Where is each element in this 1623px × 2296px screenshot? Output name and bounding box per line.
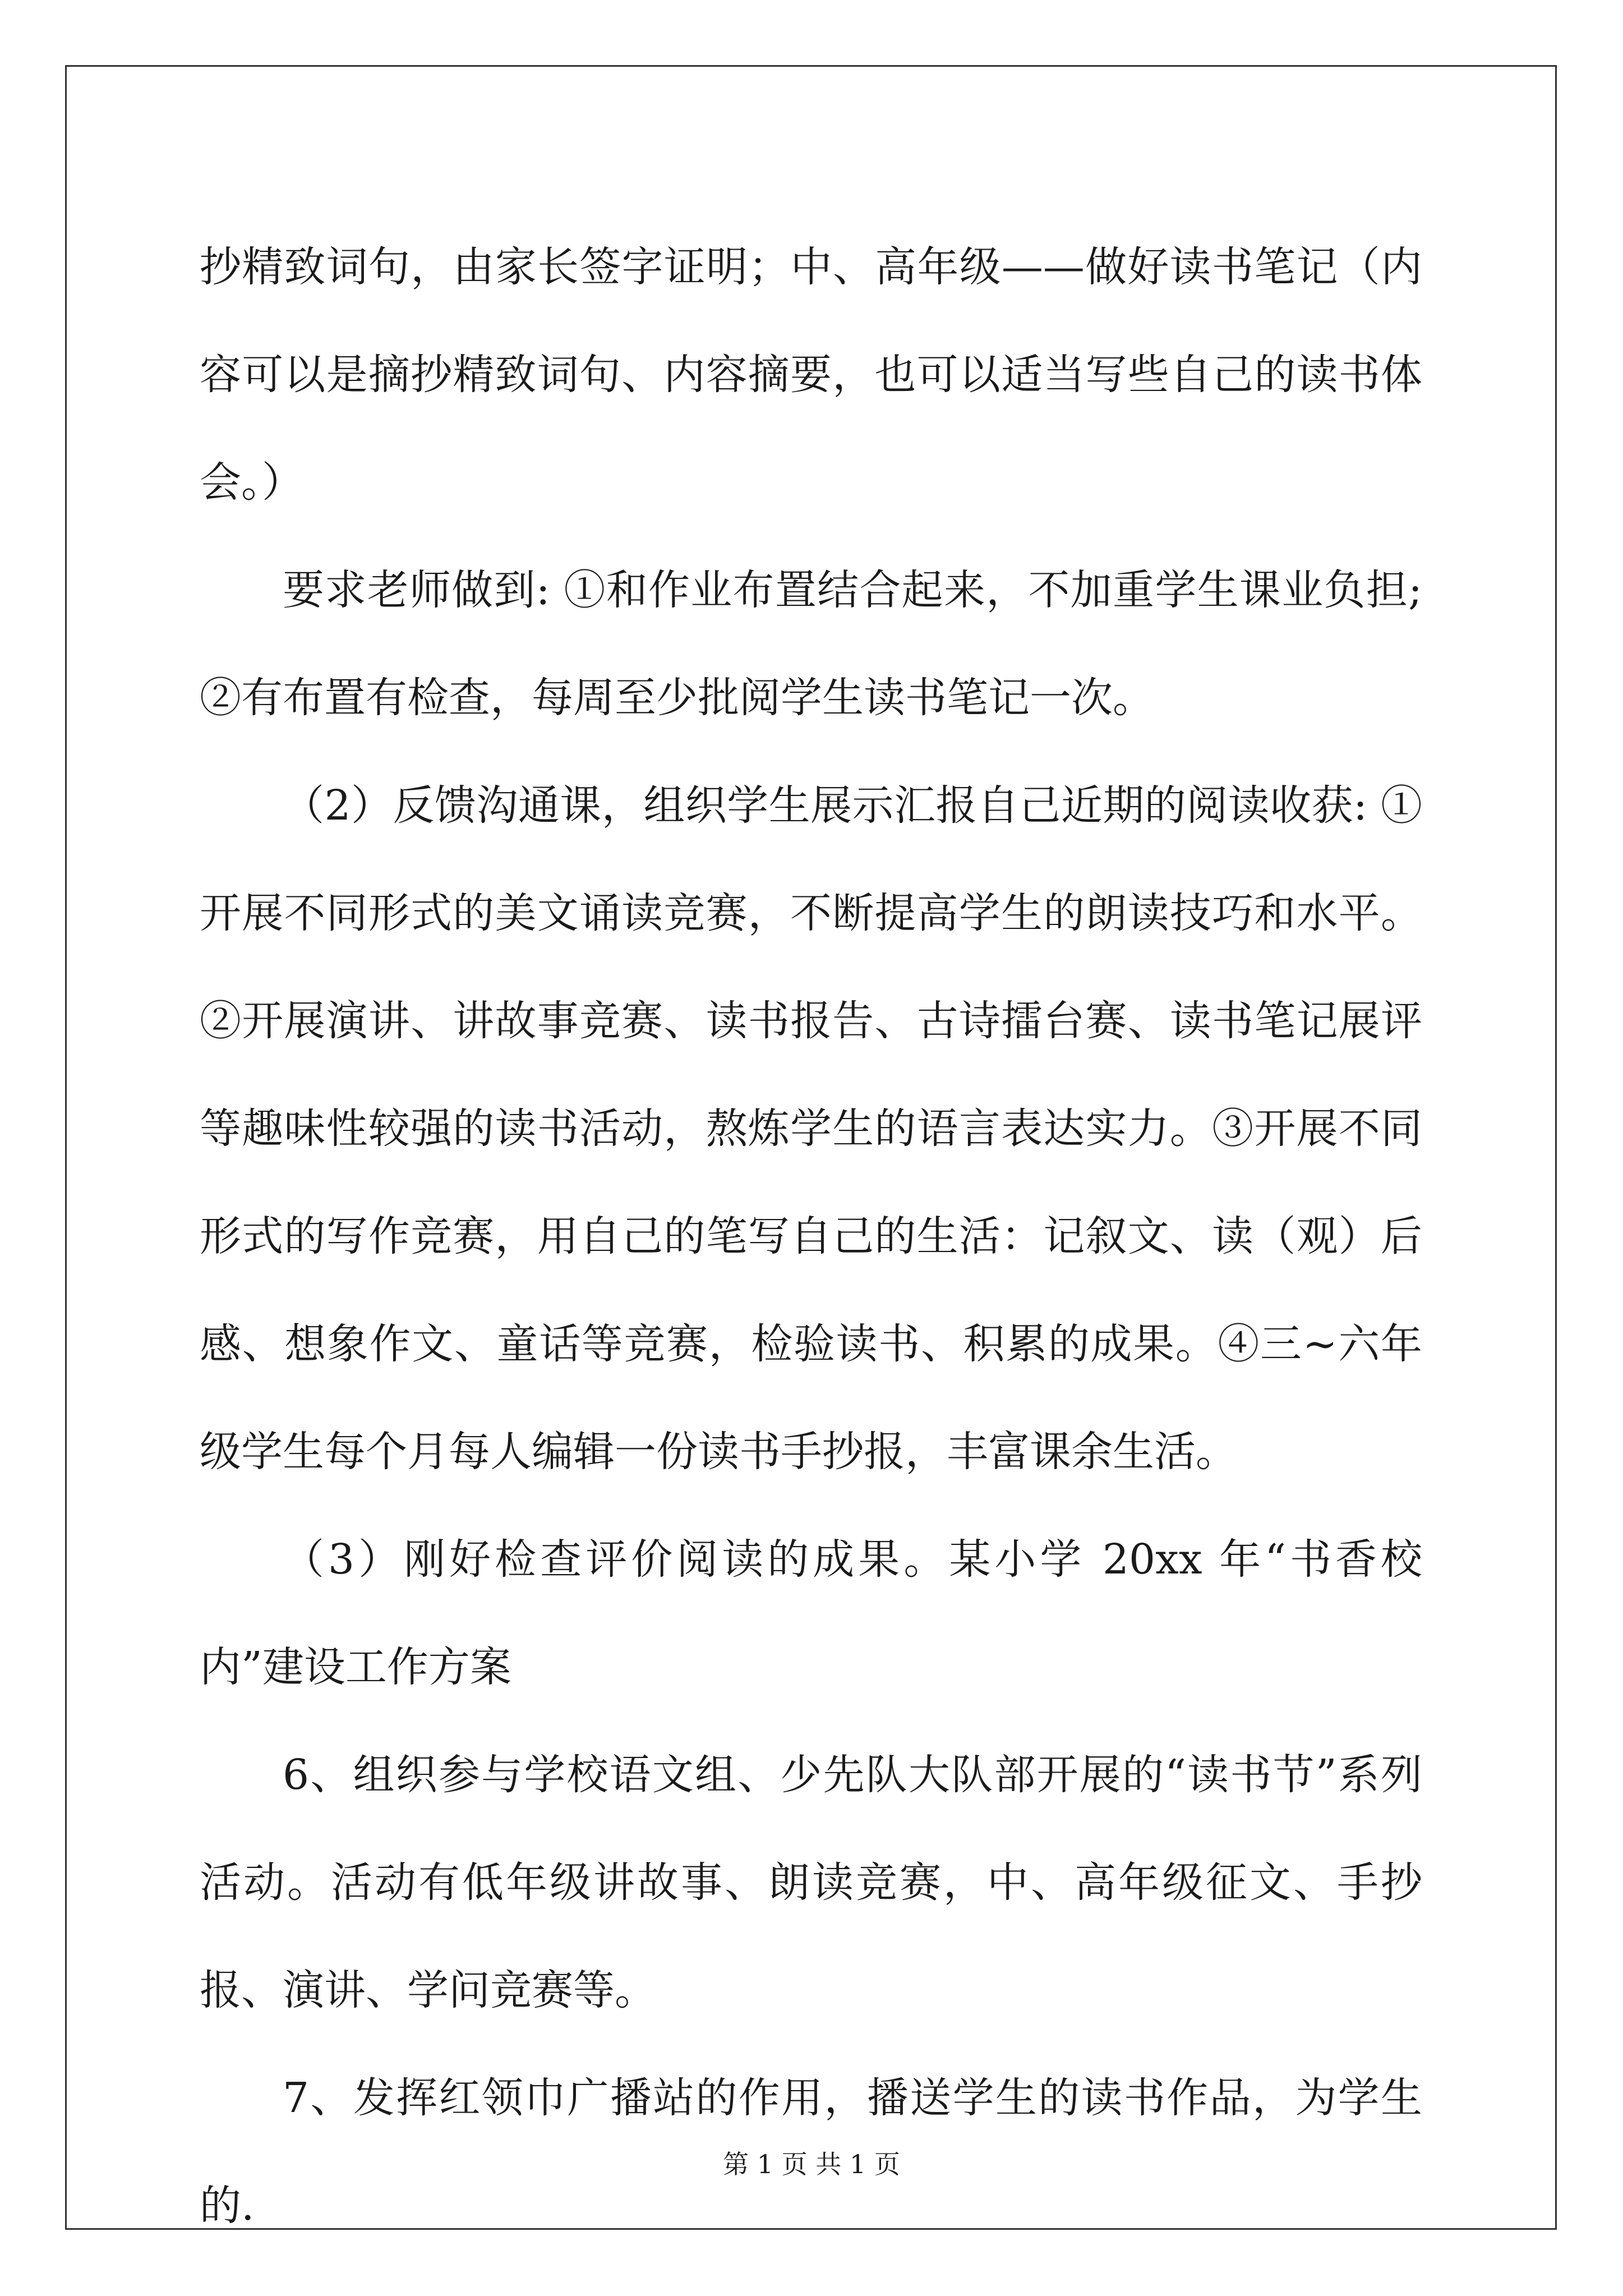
- page-footer: 第 1 页 共 1 页: [723, 2149, 900, 2179]
- paragraph-2: 要求老师做到: ①和作业布置结合起来，不加重学生课业负担; ②有布置有检查，每周至少批阅学生读书笔记一次。: [200, 566, 1422, 722]
- paragraph-6: 7、发挥红领巾广播站的作用，播送学生的读书作品，为学生的.: [200, 2074, 1422, 2230]
- paragraph-3: （2）反馈沟通课，组织学生展示汇报自己近期的阅读收获: ①开展不同形式的美文诵读竞赛，不断提高学生的朗读技巧和水平。②开展演讲、讲故事竞赛、读书报告、古诗擂台赛、读书笔记展评等趣味性较强的读书活动，熬炼学生的语言表达实力。③开展不同形式的写作竞赛，用自己的笔写自己的生活：记叙文、读（观）后感、想象作文、童话等竞赛，检验读书、积累的成果。④三~六年级学生每个月每人编辑一份读书手抄报，丰富课余生活。: [200, 781, 1422, 1476]
- document-body: [200, 213, 1422, 2260]
- paragraph-4: （3）刚好检查评价阅读的成果。某小学 20xx 年“书香校内”建设工作方案: [200, 1535, 1422, 1691]
- paragraph-5: 6、组织参与学校语文组、少先队大队部开展的“读书节”系列活动。活动有低年级讲故事、朗读竞赛，中、高年级征文、手抄报、演讲、学问竞赛等。: [200, 1751, 1422, 2014]
- paragraph-1: 抄精致词句，由家长签字证明；中、高年级——做好读书笔记（内容可以是摘抄精致词句、内容摘要，也可以适当写些自己的读书体会。）: [200, 243, 1422, 507]
